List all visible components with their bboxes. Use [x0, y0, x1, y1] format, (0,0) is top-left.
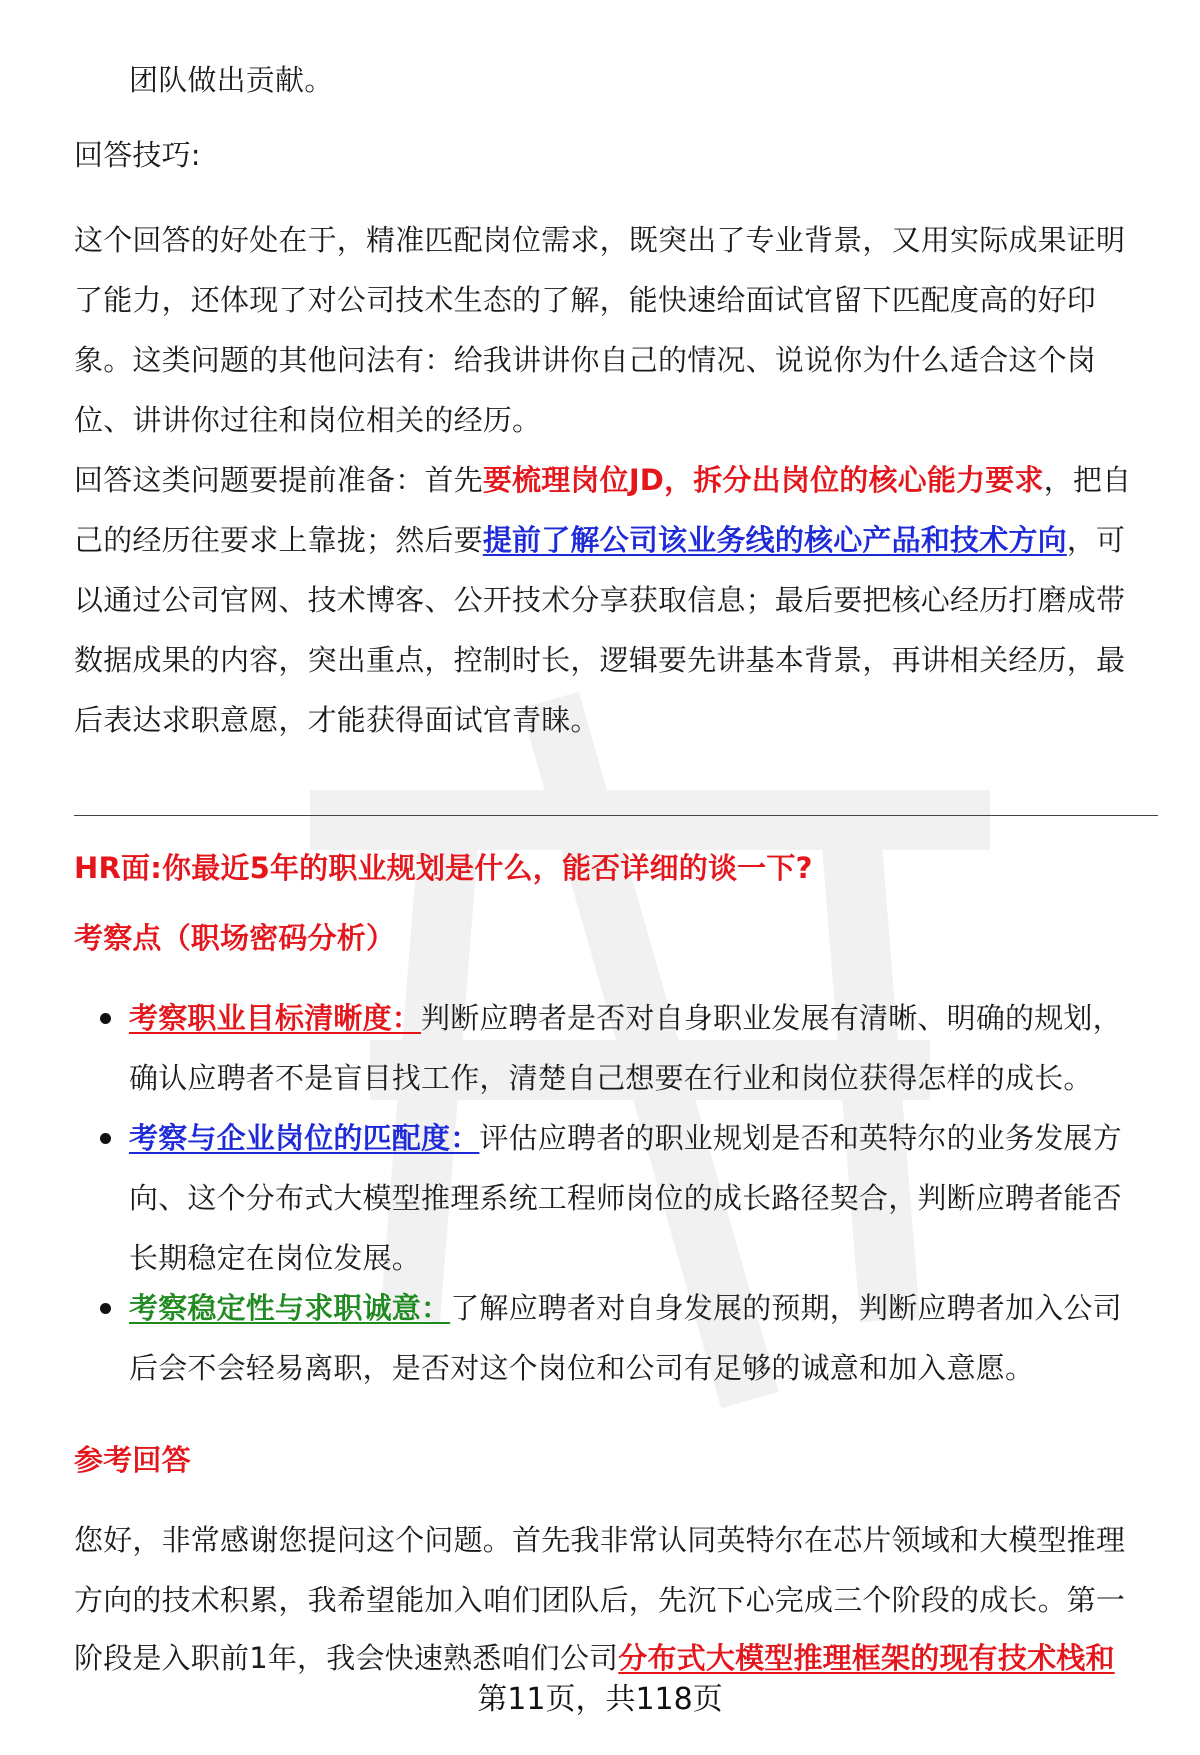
tips-line-3: 象。这类问题的其他问法有：给我讲讲你自己的情况、说说你为什么适合这个岗 [74, 343, 1097, 377]
point-1-text: 判断应聘者是否对自身职业发展有清晰、明确的规划， [421, 1001, 1122, 1035]
tips-line-4: 位、讲讲你过往和岗位相关的经历。 [74, 403, 542, 437]
reference-line-2: 方向的技术积累，我希望能加入咱们团队后，先沉下心完成三个阶段的成长。第一 [74, 1583, 1126, 1617]
prep-text: ，可 [1066, 523, 1126, 557]
prep-highlight-blue: 提前了解公司该业务线的核心产品和技术方向 [482, 523, 1067, 557]
reference-heading: 参考回答 [74, 1443, 191, 1477]
prep-text: 回答这类问题要提前准备：首先 [74, 463, 483, 497]
bullet-icon [100, 1303, 111, 1314]
tips-line-2: 了能力，还体现了对公司技术生态的了解，能快速给面试官留下匹配度高的好印 [74, 283, 1097, 317]
point-2-line-1 [129, 1118, 1158, 1158]
prep-line-1 [74, 460, 1158, 500]
point-1-label: 考察职业目标清晰度： [129, 1001, 422, 1035]
bullet-icon [100, 1013, 111, 1024]
tips-heading: 回答技巧: [74, 138, 201, 172]
point-1-line-1 [129, 998, 1158, 1038]
point-3-line-2: 后会不会轻易离职，是否对这个岗位和公司有足够的诚意和加入意愿。 [129, 1351, 1035, 1385]
point-2-line-2: 向、这个分布式大模型推理系统工程师岗位的成长路径契合，判断应聘者能否 [129, 1181, 1122, 1215]
points-heading: 考察点（职场密码分析） [74, 921, 396, 955]
point-1-line-2: 确认应聘者不是盲目找工作，清楚自己想要在行业和岗位获得怎样的成长。 [129, 1061, 1093, 1095]
prep-line-3: 以通过公司官网、技术博客、公开技术分享获取信息；最后要把核心经历打磨成带 [74, 583, 1126, 617]
page-number: 第11页，共118页 [477, 1682, 723, 1717]
point-3-line-1 [129, 1288, 1158, 1328]
previous-text-tail: 团队做出贡献。 [129, 63, 334, 97]
reference-line-1: 您好，非常感谢您提问这个问题。首先我非常认同英特尔在芯片领域和大模型推理 [74, 1523, 1126, 1557]
point-2-label: 考察与企业岗位的匹配度： [129, 1121, 480, 1155]
prep-line-4: 数据成果的内容，突出重点，控制时长，逻辑要先讲基本背景，再讲相关经历，最 [74, 643, 1126, 677]
bullet-icon [100, 1133, 111, 1144]
point-2-line-3: 长期稳定在岗位发展。 [129, 1241, 422, 1275]
section-divider [74, 815, 1158, 816]
point-3-text: 了解应聘者对自身发展的预期，判断应聘者加入公司 [450, 1291, 1122, 1325]
reference-highlight-red: 分布式大模型推理框架的现有技术栈和 [618, 1641, 1115, 1675]
prep-line-2 [74, 520, 1158, 560]
point-3-label: 考察稳定性与求职诚意： [129, 1291, 451, 1325]
prep-line-5: 后表达求职意愿，才能获得面试官青睐。 [74, 703, 600, 737]
point-2-text: 评估应聘者的职业规划是否和英特尔的业务发展方 [479, 1121, 1122, 1155]
question-heading: HR面:你最近5年的职业规划是什么，能否详细的谈一下? [74, 851, 813, 885]
tips-line-1: 这个回答的好处在于，精准匹配岗位需求，既突出了专业背景，又用实际成果证明 [74, 223, 1126, 257]
reference-line-3 [74, 1638, 1158, 1678]
prep-text: 己的经历往要求上靠拢；然后要 [74, 523, 483, 557]
reference-text: 阶段是入职前1年，我会快速熟悉咱们公司 [74, 1641, 619, 1675]
prep-text: ，把自 [1043, 463, 1132, 497]
prep-highlight-red: 要梳理岗位JD，拆分出岗位的核心能力要求 [482, 463, 1044, 497]
